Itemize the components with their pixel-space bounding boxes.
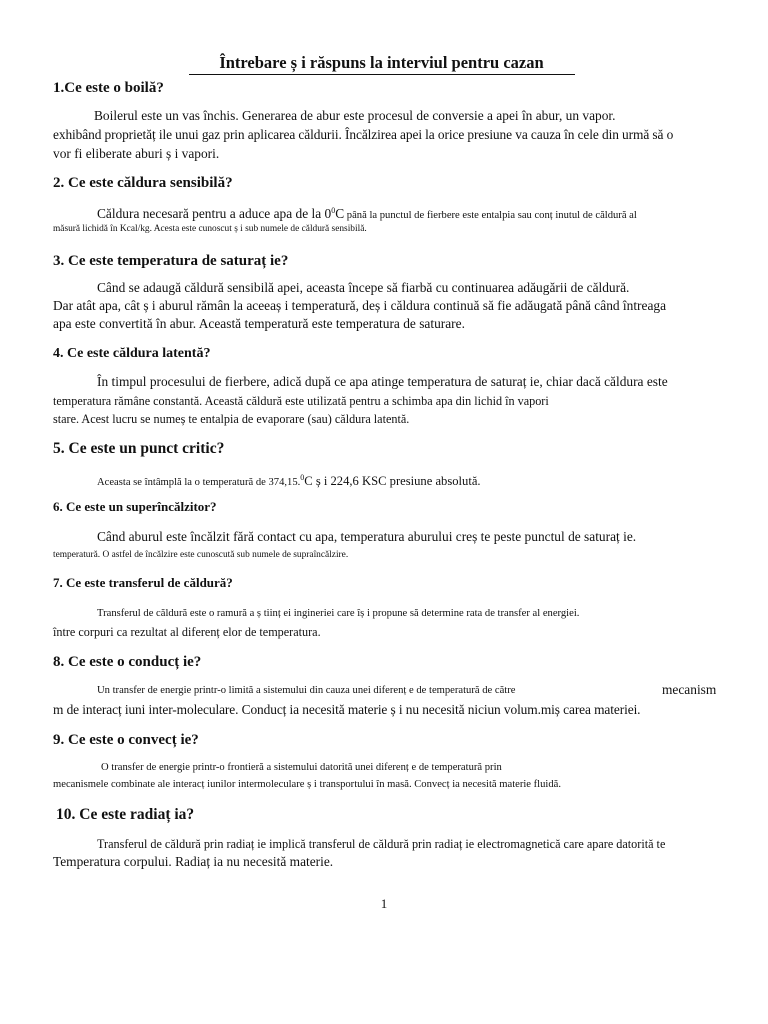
question-6-heading: 6. Ce este un superîncălzitor? [53,499,217,514]
question-9-heading: 9. Ce este o convecț ie? [53,732,199,748]
answer-10-line-1: Transferul de căldură prin radiaț ie implică transferul de căldură prin radiaț ie electromagnetică care apare datorită te [97,837,666,851]
celsius-unit: C [335,206,345,221]
answer-7-line-2: între corpuri ca rezultat al diferenț elor de temperatura. [53,625,321,639]
answer-9-line-1: O transfer de energie printr-o frontieră a sistemului datorită unei diferenț e de temperatură prin [101,762,502,773]
answer-1-line-3: vor fi eliberate aburi ș i vapori. [53,146,220,161]
answer-6-line-2: temperatură. O astfel de încălzire este cunoscută sub numele de supraîncălzire. [53,550,349,560]
answer-4-line-2: temperatura rămâne constantă. Această căldură este utilizată pentru a schimba apa din lichid în vapori [53,394,549,408]
answer-2-line-2: măsură lichidă în Kcal/kg. Acesta este cunoscut ș i sub numele de căldură sensibilă. [53,224,367,234]
answer-5-end: C ș i 224,6 KSC presiune absolută. [304,474,481,488]
answer-7-line-1: Transferul de căldură este o ramură a ș tiinț ei ingineriei care îș i propune să determine rata de transfer al energiei. [97,608,580,619]
answer-6-line-1: Când aburul este încălzit fără contact cu apa, temperatura aburului creș te peste punctul de saturaț ie. [97,529,637,544]
answer-5-line [97,470,481,491]
answer-2-line-1-start: Căldura necesară pentru a aduce apa de la 0 [97,206,332,221]
title-underline [189,74,575,75]
answer-1-line-1: Boilerul este un vas închis. Generarea de abur este procesul de conversie a apei în abur, un vapor. [94,108,616,123]
answer-5-start: Aceasta se întâmplă la o temperatură de 374,15. [97,477,301,488]
degree-superscript: 0 [331,206,336,215]
document-title: Întrebare ș i răspuns la interviul pentru cazan [219,53,544,72]
question-7-heading: 7. Ce este transferul de căldură? [53,575,233,590]
question-3-heading: 3. Ce este temperatura de saturaț ie? [53,253,289,269]
question-5-heading: 5. Ce este un punct critic? [53,440,225,457]
page-number: 1 [380,896,388,911]
answer-2-line-1-end: până la punctul de fierbere este entalpia sau conț inutul de căldură al [344,210,637,221]
question-4-heading: 4. Ce este căldura latentă? [53,346,211,361]
question-2-heading: 2. Ce este căldura sensibilă? [53,175,233,191]
answer-8-line-1: Un transfer de energie printr-o limită a sistemului din cauza unei diferenț e de temperatură de către [97,685,516,696]
question-8-heading: 8. Ce este o conducț ie? [53,654,202,670]
answer-3-line-1: Când se adaugă căldură sensibilă apei, aceasta începe să fiarbă cu continuarea adăugării de căldură. [97,280,630,295]
answer-10-line-2: Temperatura corpului. Radiaț ia nu necesită materie. [53,854,334,869]
answer-9-line-2: mecanismele combinate ale interacț iunilor intermoleculare ș i transportului în masă. Convecț ia necesită materie fluidă. [53,779,562,790]
answer-8-line-1-right: mecanism [662,682,717,697]
degree-superscript: 0 [300,473,305,482]
question-10-heading: 10. Ce este radiaț ia? [56,806,195,823]
question-1-heading: 1.Ce este o boilă? [53,80,164,96]
answer-4-line-3: stare. Acest lucru se numeș te entalpia de evaporare (sau) căldura latentă. [53,412,410,426]
answer-8-line-2: m de interacț iuni inter-moleculare. Conducț ia necesită materie ș i nu necesită niciun volum.miș carea materiei. [53,702,641,717]
answer-3-line-2: Dar atât apa, cât ș i aburul rămân la aceeaș i temperatură, deș i căldura continuă să fie adăugată până când întreaga [53,298,667,313]
answer-4-line-1: În timpul procesului de fierbere, adică după ce apa atinge temperatura de saturaț ie, chiar dacă căldura este [97,374,668,389]
answer-1-line-2: exhibând proprietăț ile unui gaz prin aplicarea căldurii. Încălzirea apei la orice presiune va cauza în cele din urmă să o [53,127,674,142]
answer-3-line-3: apa este convertită în abur. Această temperatură este temperatura de saturare. [53,316,465,331]
